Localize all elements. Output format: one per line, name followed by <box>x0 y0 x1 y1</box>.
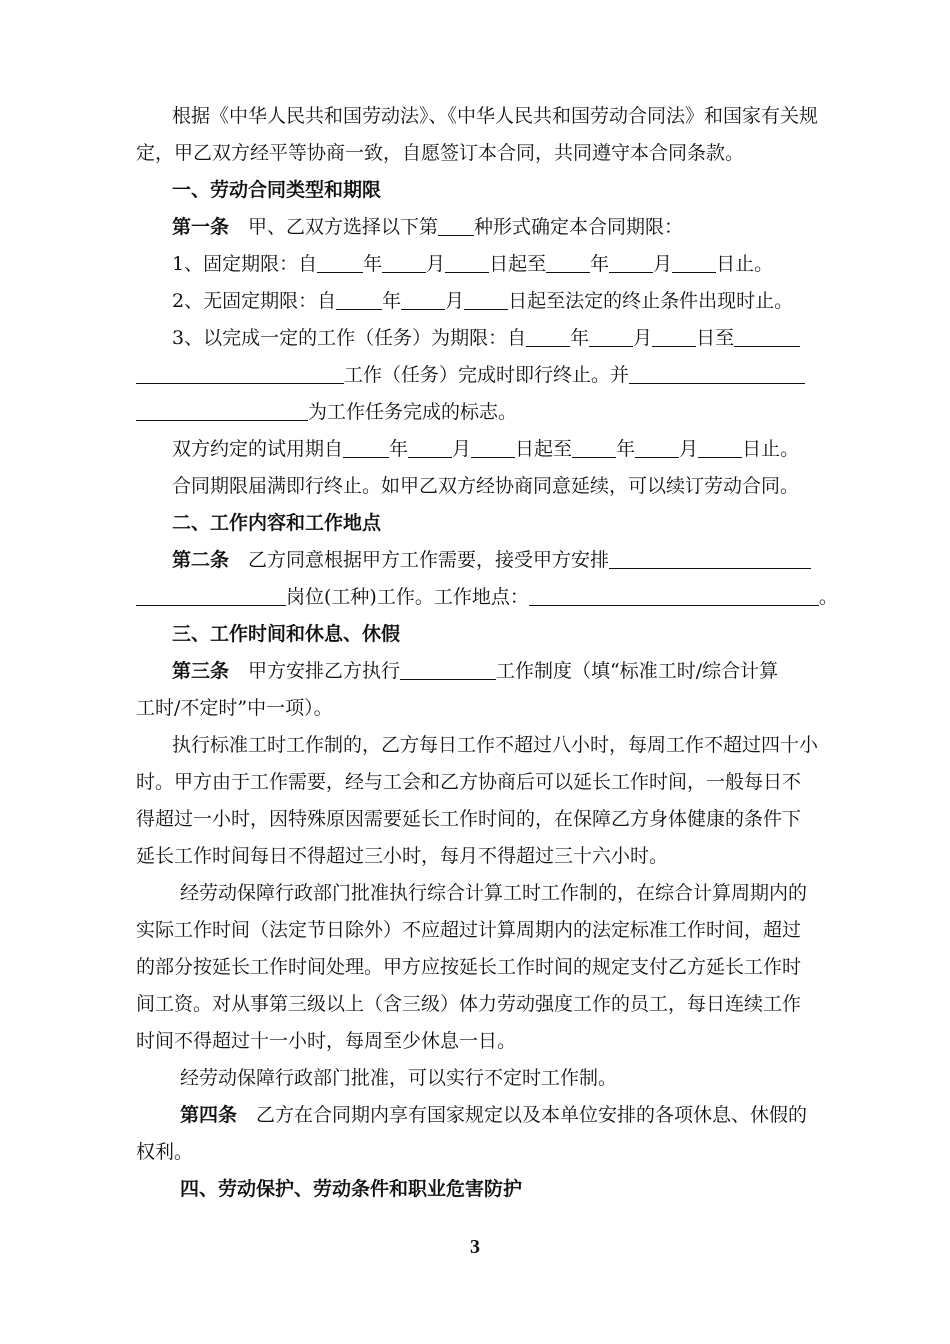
contract-expiry: 合同期限届满即行终止。如甲乙双方经协商同意延续，可以续订劳动合同。 <box>172 475 800 497</box>
comprehensive-hours-1: 经劳动保障行政部门批准执行综合计算工时工作制的，在综合计算周期内的 <box>180 882 808 904</box>
option-task-based: 3、以完成一定的工作（任务）为期限：自 年 月 日至 <box>172 325 800 351</box>
blank[interactable] <box>635 437 679 458</box>
blank[interactable] <box>471 437 515 458</box>
blank[interactable] <box>572 437 616 458</box>
work-system-blank[interactable] <box>400 659 496 680</box>
blank[interactable] <box>445 252 489 273</box>
blank[interactable] <box>382 252 426 273</box>
article-4-cont: 权利。 <box>136 1141 194 1163</box>
position-blank[interactable] <box>136 585 286 606</box>
blank[interactable] <box>546 252 590 273</box>
blank[interactable] <box>652 326 696 347</box>
article-1 <box>172 214 683 240</box>
section-2-heading: 二、工作内容和工作地点 <box>172 512 382 534</box>
comprehensive-hours-4: 间工资。对从事第三级以上（含三级）体力劳动强度工作的员工，每日连续工作 <box>136 993 802 1015</box>
article-2-cont: 岗位(工种)工作。工作地点： 。 <box>136 584 838 610</box>
article-2: 第二条 乙方同意根据甲方工作需要，接受甲方安排 <box>172 547 811 573</box>
blank[interactable] <box>401 289 445 310</box>
blank[interactable] <box>408 437 452 458</box>
article-3-cont: 工时/不定时”中一项）。 <box>136 697 333 719</box>
blank[interactable] <box>698 437 742 458</box>
task-blank[interactable] <box>629 363 805 384</box>
article-4-label: 第四条 <box>180 1104 238 1126</box>
standard-hours-4: 延长工作时间每日不得超过三小时，每月不得超过三十六小时。 <box>136 845 669 867</box>
section-1-heading: 一、劳动合同类型和期限 <box>172 179 382 201</box>
blank[interactable] <box>317 252 363 273</box>
flexible-hours: 经劳动保障行政部门批准，可以实行不定时工作制。 <box>180 1067 618 1089</box>
probation-period: 双方约定的试用期自 年 月 日起至 年 月 日止。 <box>172 438 800 460</box>
article-1-text-a: 甲、乙双方选择以下第 <box>248 216 439 238</box>
form-type-blank[interactable] <box>438 215 474 236</box>
section-4-heading: 四、劳动保护、劳动条件和职业危害防护 <box>180 1178 523 1200</box>
position-blank[interactable] <box>609 548 811 569</box>
option-task-based-cont: 工作（任务）完成时即行终止。并 <box>136 362 805 388</box>
option-task-based-end: 为工作任务完成的标志。 <box>136 399 517 425</box>
article-1-label: 第一条 <box>172 216 230 238</box>
blank[interactable] <box>609 252 653 273</box>
intro-line-2: 定，甲乙双方经平等协商一致，自愿签订本合同，共同遵守本合同条款。 <box>136 142 745 164</box>
blank[interactable] <box>672 252 716 273</box>
blank[interactable] <box>526 326 570 347</box>
comprehensive-hours-5: 时间不得超过十一小时，每周至少休息一日。 <box>136 1030 517 1052</box>
article-4: 第四条 乙方在合同期内享有国家规定以及本单位安排的各项休息、休假的 <box>180 1104 808 1126</box>
standard-hours-2: 时。甲方由于工作需要，经与工会和乙方协商后可以延长工作时间，一般每日不 <box>136 771 802 793</box>
blank[interactable] <box>343 437 389 458</box>
comprehensive-hours-3: 的部分按延长工作时间处理。甲方应按延长工作时间的规定支付乙方延长工作时 <box>136 956 802 978</box>
work-location-blank[interactable] <box>529 585 819 606</box>
blank[interactable] <box>336 289 382 310</box>
article-1-text-b: 种形式确定本合同期限： <box>474 216 684 238</box>
standard-hours-3: 得超过一小时，因特殊原因需要延长工作时间的，在保障乙方身体健康的条件下 <box>136 808 802 830</box>
page-number: 3 <box>470 1236 480 1258</box>
comprehensive-hours-2: 实际工作时间（法定节日除外）不应超过计算周期内的法定标准工作时间，超过 <box>136 919 802 941</box>
option-fixed-term: 1、固定期限：自 年 月 日起至 年 月 日止。 <box>172 253 774 275</box>
article-3: 第三条 甲方安排乙方执行 工作制度（填“标准工时/综合计算 <box>172 660 779 682</box>
section-3-heading: 三、工作时间和休息、休假 <box>172 623 401 645</box>
option-open-ended: 2、无固定期限：自 年 月 日起至法定的终止条件出现时止。 <box>172 290 794 312</box>
article-3-label: 第三条 <box>172 660 230 682</box>
task-blank[interactable] <box>136 363 344 384</box>
intro-line-1: 根据《中华人民共和国劳动法》、《中华人民共和国劳动合同法》和国家有关规 <box>172 105 819 127</box>
blank[interactable] <box>734 326 800 347</box>
standard-hours-1: 执行标准工时工作制的，乙方每日工作不超过八小时，每周工作不超过四十小 <box>172 734 819 756</box>
task-completion-blank[interactable] <box>136 400 308 421</box>
blank[interactable] <box>589 326 633 347</box>
blank[interactable] <box>464 289 508 310</box>
article-2-label: 第二条 <box>172 549 230 571</box>
